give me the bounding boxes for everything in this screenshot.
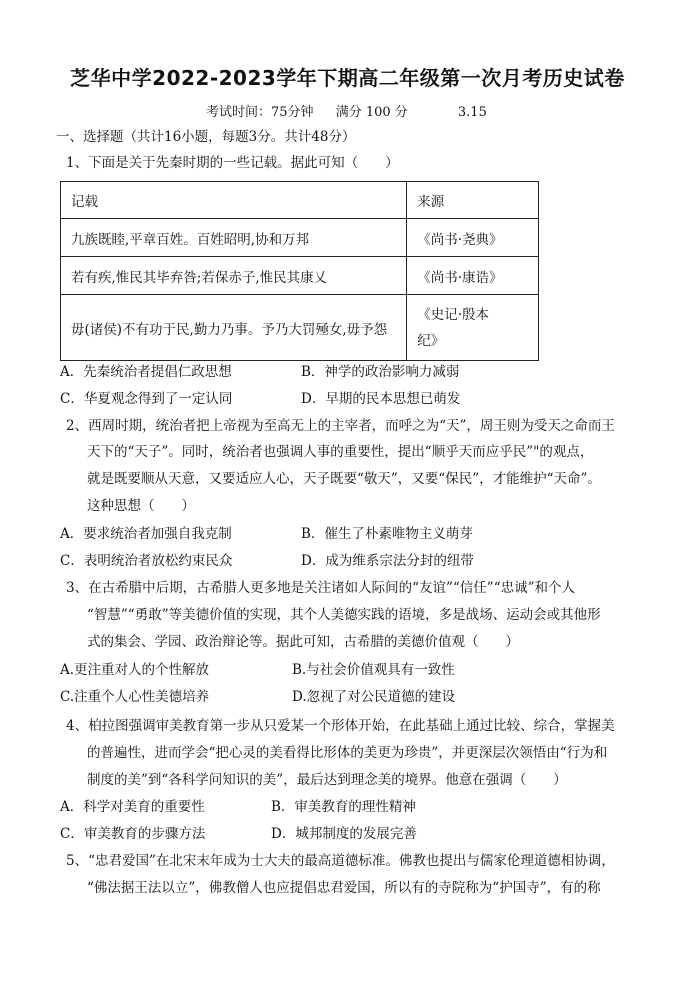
table-row xyxy=(61,257,539,295)
table-cell-source: 《尚书·尧典》 xyxy=(407,219,539,257)
option-c: C．表明统治者放松约束民众 xyxy=(60,553,233,569)
option-b: B.与社会价值观具有一致性 xyxy=(292,662,455,678)
option-d: D.忽视了对公民道德的建设 xyxy=(292,689,456,705)
exam-time: 考试时间：75分钟 xyxy=(206,105,314,120)
option-d: D．成为维系宗法分封的纽带 xyxy=(301,553,474,569)
table-cell-record: 毋(诸侯)不有功于民,勤力乃事。予乃大罚殛女,毋予怨 xyxy=(61,295,407,361)
option-c: C．华夏观念得到了一定认同 xyxy=(60,391,233,407)
question-3-line: 3、在古希腊中后期，古希腊人更多地是关注诸如人际间的“友谊”“信任”“忠诚”和个人 xyxy=(66,580,575,596)
table-row xyxy=(61,295,539,361)
table-header-record: 记载 xyxy=(61,182,407,219)
table-cell-record: 若有疾,惟民其毕弃咎;若保赤子,惟民其康乂 xyxy=(61,257,407,295)
option-d: D．早期的民本思想已萌发 xyxy=(301,391,461,407)
page-title: 芝华中学2022-2023学年下期高二年级第一次月考历史试卷 xyxy=(70,66,625,90)
option-a: A．科学对美育的重要性 xyxy=(60,799,205,815)
question-4-line: 制度的美”到“各科学问知识的美”，最后达到理念美的境界。他意在强调（ ） xyxy=(87,772,567,788)
option-b: B．神学的政治影响力减弱 xyxy=(301,364,460,380)
question-2-line: 2、西周时期，统治者把上帝视为至高无上的主宰者，而呼之为“天”，周王则为受天之命而王 xyxy=(66,418,615,434)
question-1-stem: 1、下面是关于先秦时期的一些记载。据此可知（ ） xyxy=(66,155,399,171)
exam-date: 3.15 xyxy=(457,105,487,120)
source-line-2: 纪》 xyxy=(417,332,445,349)
question-2-line: 就是既要顺从天意，又要适应人心，天子既要“敬天”，又要“保民”，才能维护“天命”。 xyxy=(87,471,601,487)
option-b: B．审美教育的理性精神 xyxy=(271,799,416,815)
option-c: C.注重个人心性美德培养 xyxy=(60,689,210,705)
table-header-source: 来源 xyxy=(407,182,539,219)
section-heading: 一、选择题（共计16小题，每题3分。共计48分） xyxy=(56,129,356,145)
question-4-line: 4、柏拉图强调审美教育第一步从只爱某一个形体开始，在此基础上通过比较、综合，掌握美 xyxy=(66,718,615,734)
option-a: A．先秦统治者提倡仁政思想 xyxy=(60,364,232,380)
option-a: A.更注重对人的个性解放 xyxy=(60,662,210,678)
source-line-1: 《史记·殷本 xyxy=(417,306,490,323)
question-3-line: “智慧”“勇敢”等美德价值的实现，其个人美德实践的语境，多是战场、运动会或其他形 xyxy=(87,607,601,623)
exam-info xyxy=(206,101,487,120)
option-a: A．要求统治者加强自我克制 xyxy=(60,526,232,542)
question-5-line: “佛法据王法以立”，佛教僧人也应提倡忠君爱国，所以有的寺院称为“护国寺”，有的称 xyxy=(87,880,601,896)
records-table xyxy=(60,181,539,361)
question-4-line: 的普遍性，进而学会“把心灵的美看得比形体的美更为珍贵”，并更深层次领悟由“行为和 xyxy=(87,745,608,761)
question-5-line: 5、“忠君爱国”在北宋末年成为士大夫的最高道德标准。佛教也提出与儒家伦理道德相协调， xyxy=(66,853,615,869)
question-2-line: 这种思想（ ） xyxy=(87,498,195,514)
option-b: B．催生了朴素唯物主义萌芽 xyxy=(301,526,473,542)
table-header-row xyxy=(61,182,539,219)
table-cell-record: 九族既睦,平章百姓。百姓昭明,协和万邦 xyxy=(61,219,407,257)
question-3-line: 式的集会、学园、政治辩论等。据此可知，古希腊的美德价值观（ ） xyxy=(87,634,519,650)
table-cell-source xyxy=(407,295,539,361)
question-2-line: 天下的“天子”。同时，统治者也强调人事的重要性，提出“顺乎天而应乎民”"的观点， xyxy=(87,444,594,460)
table-row xyxy=(61,219,539,257)
option-d: D．城邦制度的发展完善 xyxy=(271,826,417,842)
option-c: C．审美教育的步骤方法 xyxy=(60,826,206,842)
table-cell-source: 《尚书·康诰》 xyxy=(407,257,539,295)
exam-score: 满分 100 分 xyxy=(335,105,408,120)
